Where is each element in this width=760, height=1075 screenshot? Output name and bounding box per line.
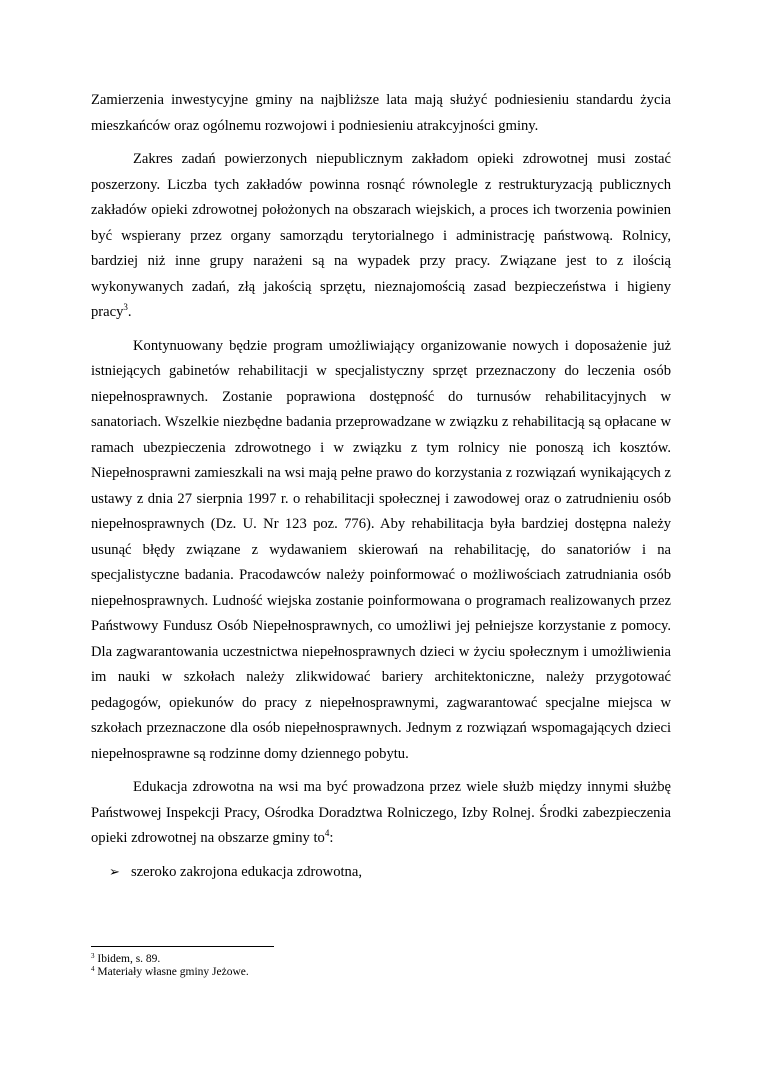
paragraph-health-education (91, 775, 671, 852)
paragraph-rehabilitation: Kontynuowany będzie program umożliwiający organizowanie nowych i doposażenie już istniejących gabinetów rehabilitacji w specjalistyczny sprzęt przeznaczony do leczenia osób niepełnosprawnych. Zostanie poprawiona dostępność do turnusów rehabilitacyjnych w sanatoriach. Wszelkie niezbędne badania przeprowadzane w związku z rehabilitacją są opłacane w ramach ubezpieczenia zdrowotnego i w związku z tym rolnicy nie ponoszą ich kosztów. Niepełnosprawni zamieszkali na wsi mają pełne prawo do korzystania z rozwiązań wynikających z ustawy z dnia 27 sierpnia 1997 r. o rehabilitacji społecznej i zawodowej oraz o zatrudnieniu osób niepełnosprawnych (Dz. U. Nr 123 poz. 776). Aby rehabilitacja była bardziej dostępna należy usunąć błędy związane z wydawaniem skierowań na rehabilitację, do sanatoriów i na specjalistyczne badania. Pracodawców należy poinformować o możliwościach zatrudniania osób niepełnosprawnych. Ludność wiejska zostanie poinformowana o programach realizowanych przez Państwowy Fundusz Osób Niepełnosprawnych, co umożliwi jej pełniejsze korzystanie z pomocy. Dla zagwarantowania uczestnictwa niepełnosprawnych dzieci w życiu społecznym i umożliwienia im nauki w szkołach należy zlikwidować bariery architektoniczne, należy przygotować pedagogów, opiekunów do pracy z niepełnosprawnymi, zagwarantować specjalne miejsca w szkołach przeznaczone dla osób niepełnosprawnych. Jednym z rozwiązań wspomagających dzieci niepełnosprawne są rodzinne domy dziennego pobytu. (91, 337, 671, 762)
paragraph-health-education-text: Edukacja zdrowotna na wsi ma być prowadzona przez wiele służb między innymi służbę Państwowej Inspekcji Pracy, Ośrodka Doradztwa Rolniczego, Izby Rolnej. Środki zabezpieczenia opieki zdrowotnej na obszarze gminy to (91, 779, 671, 846)
footnote-ref-3[interactable]: 3 (123, 302, 128, 312)
footnotes (91, 946, 671, 979)
footnote-4 (91, 966, 671, 979)
paragraph-healthcare-end: . (127, 304, 132, 320)
footnote-divider (91, 946, 274, 947)
footnote-number: 3 (91, 952, 95, 960)
body-text (91, 88, 671, 885)
bullet-item-text: szeroko zakrojona edukacja zdrowotna, (131, 863, 362, 880)
paragraph-investment: Zamierzenia inwestycyjne gminy na najbliższe lata mają służyć podniesieniu standardu życia mieszkańców oraz ogólnemu rozwojowi i podniesieniu atrakcyjności gminy. (91, 92, 671, 134)
bullet-item (109, 860, 671, 886)
footnote-number: 4 (91, 965, 95, 973)
footnote-text: Ibidem, s. 89. (94, 953, 161, 965)
paragraph-health-education-end: : (329, 830, 334, 846)
footnote-ref-4[interactable]: 4 (324, 828, 330, 838)
footnote-3 (91, 953, 671, 966)
footnote-text: Materiały własne gminy Jeżowe. (94, 966, 249, 978)
paragraph-healthcare (91, 147, 671, 326)
arrow-bullet-icon: ➢ (109, 864, 120, 880)
paragraph-healthcare-text: Zakres zadań powierzonych niepublicznym zakładom opieki zdrowotnej musi zostać poszerzony. Liczba tych zakładów powinna rosnąć równolegle z restrukturyzacją publicznych zakładów opieki zdrowotnej położonych na obszarach wiejskich, a proces ich tworzenia powinien być wspierany przez organy samorządu terytorialnego i administrację państwową. Rolnicy, bardziej niż inne grupy narażeni są na wypadek przy pracy. Związane jest to z ilością wykonywanych zadań, złą jakością sprzętu, nieznajomością zasad bezpieczeństwa i higieny pracy (91, 151, 671, 320)
